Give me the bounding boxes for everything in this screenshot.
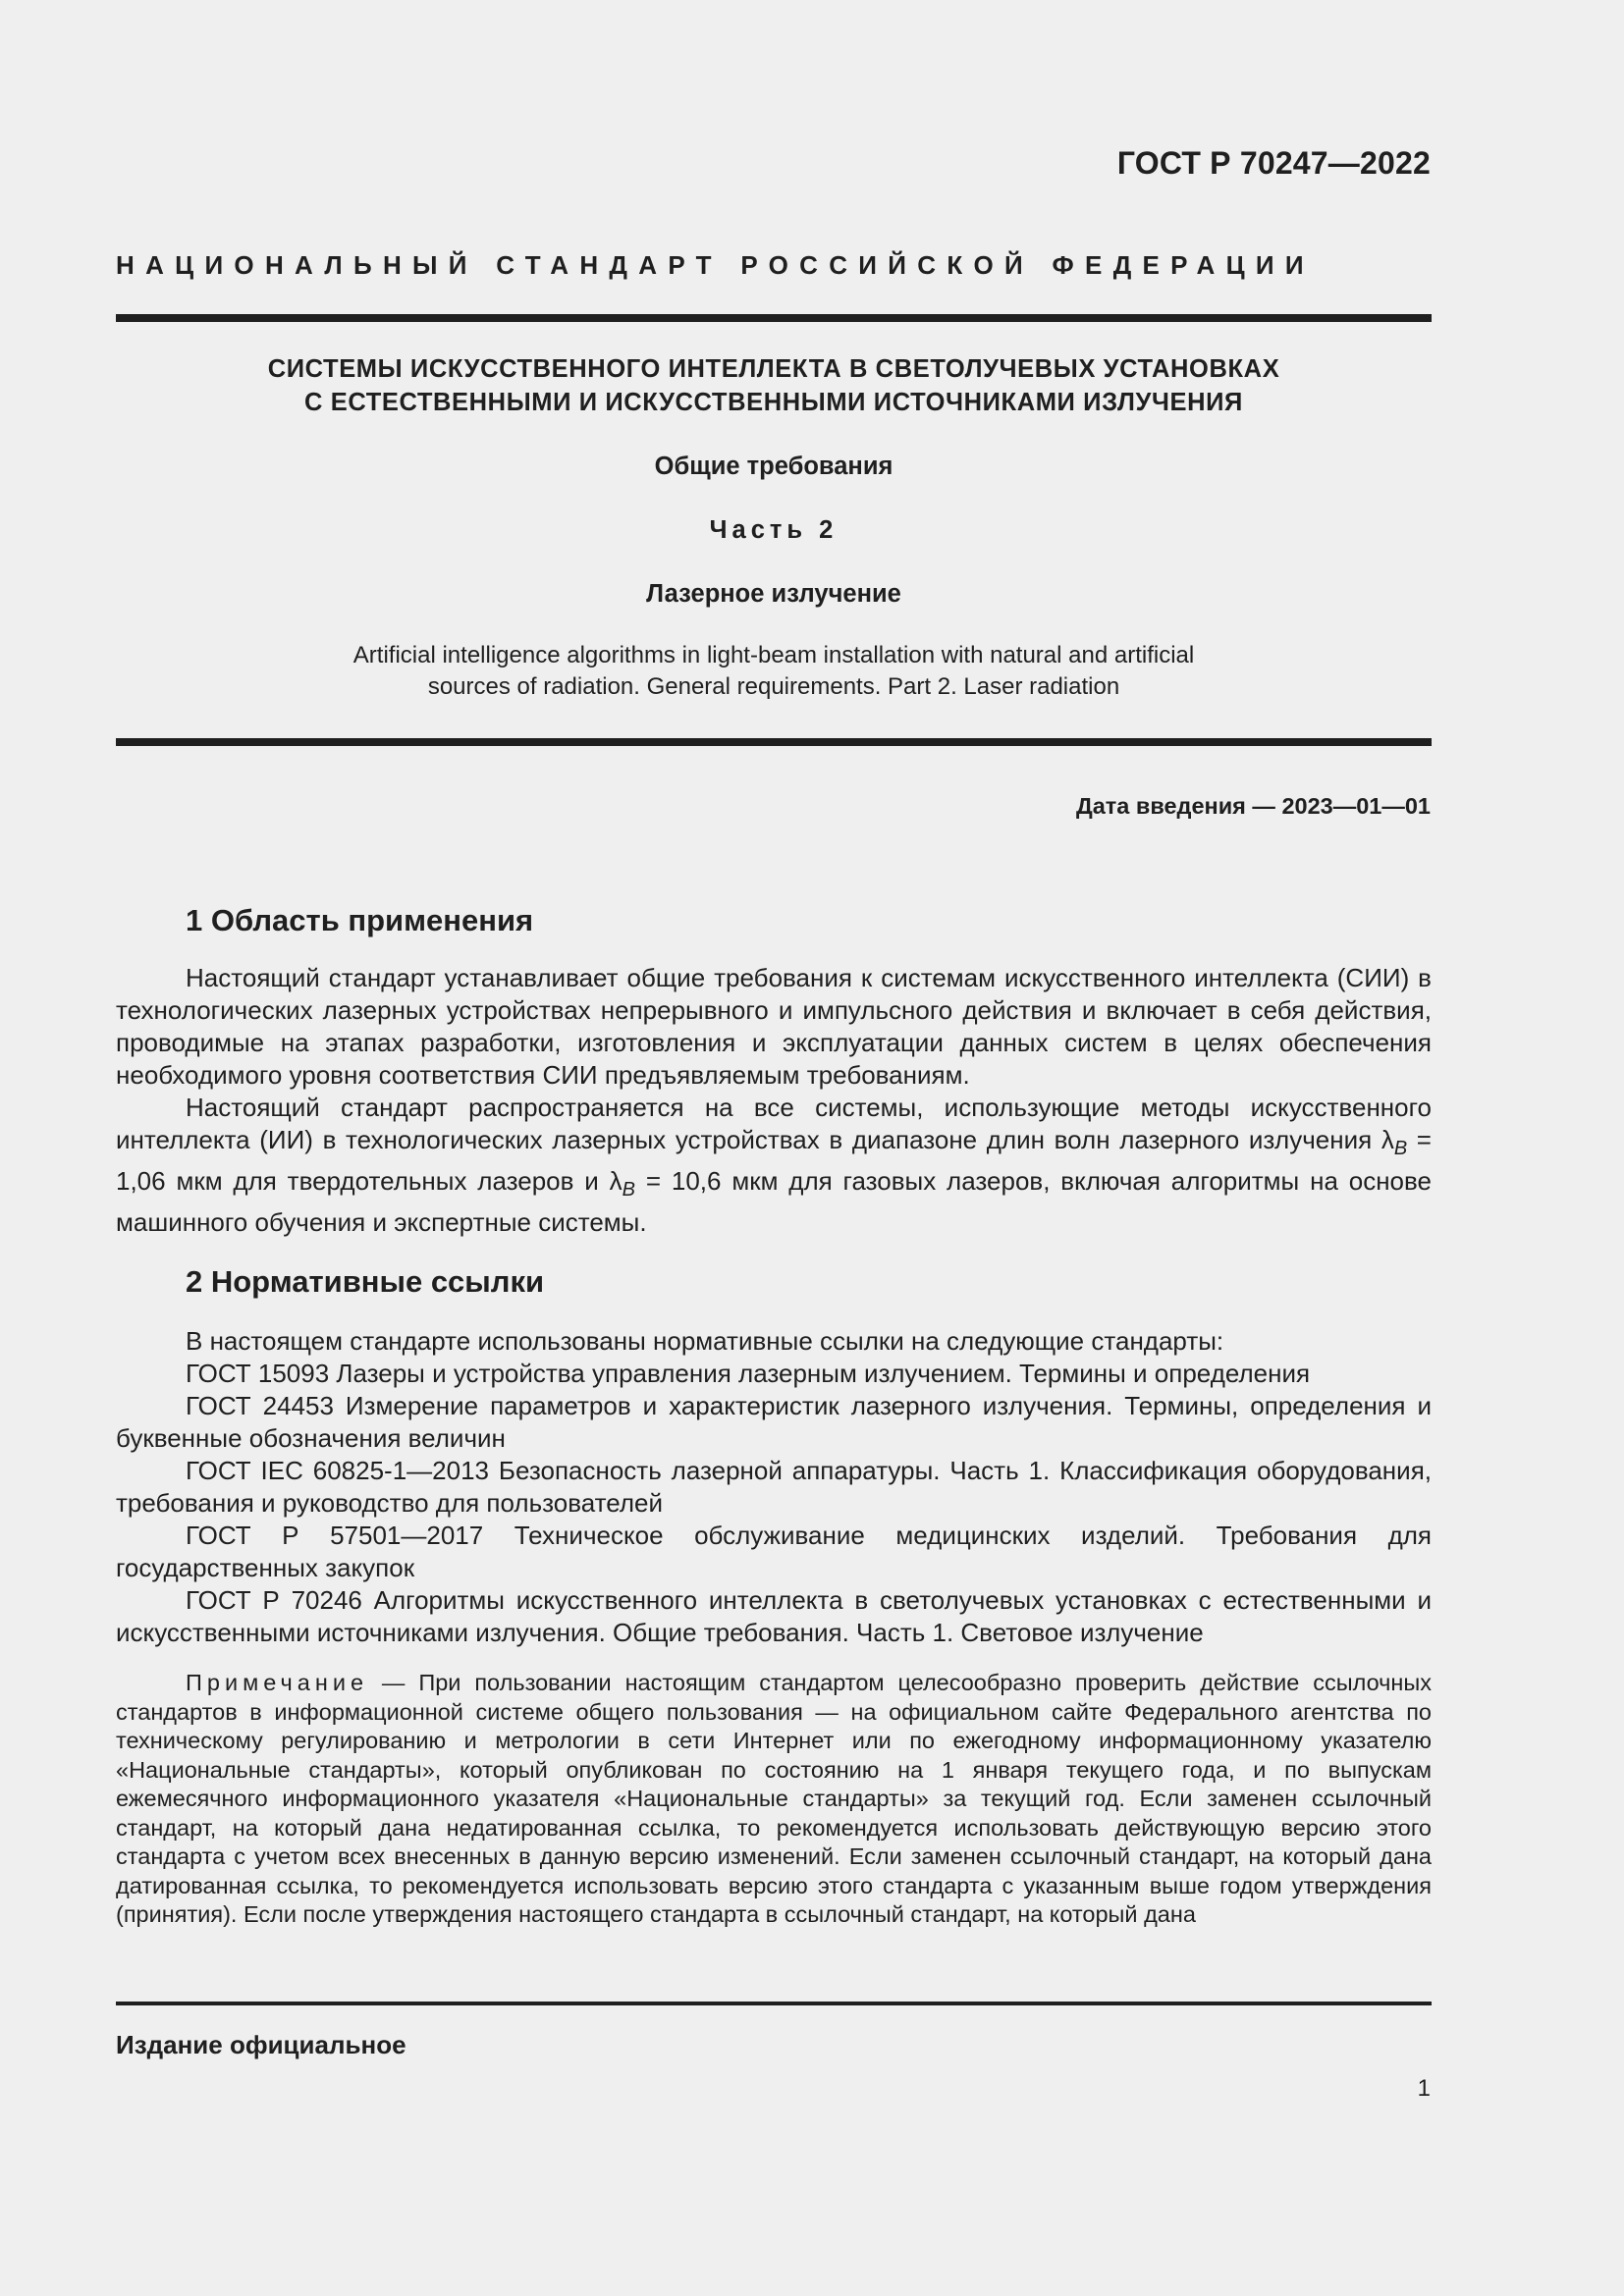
section-1-heading: 1 Область применения [186,903,534,937]
reference-item: ГОСТ 24453 Измерение параметров и характеристик лазерного излучения. Термины, определения и буквенные обозначения величин [116,1391,1432,1453]
reference-item: ГОСТ 15093 Лазеры и устройства управления лазерным излучением. Термины и определения [186,1359,1311,1388]
references-note [116,1669,1432,1930]
official-edition-label: Издание официальное [116,2030,406,2059]
note-label: Примечание [186,1670,369,1695]
paragraph-text: Настоящий стандарт распространяется на все системы, использующие методы искусственного интеллекта (ИИ) в технологических лазерных устройствах в диапазоне длин волн лазерного излучения [116,1093,1432,1154]
lambda-subscript: B [1393,1138,1408,1159]
paragraph-text: = 10,6 мкм для газовых лазеров, включая алгоритмы на основе машинного обучения и экспертные системы. [116,1166,1432,1237]
header-divider [116,314,1432,322]
note-paragraph [116,1669,1432,1930]
english-title [116,640,1432,703]
reference-item: ГОСТ Р 57501—2017 Техническое обслуживание медицинских изделий. Требования для государственных закупок [116,1521,1432,1582]
part-number: Часть 2 [709,516,839,544]
document-subtitle: Общие требования [654,453,893,480]
title-line-1: СИСТЕМЫ ИСКУССТВЕННОГО ИНТЕЛЛЕКТА В СВЕТОЛУЧЕВЫХ УСТАНОВКАХ [267,355,1280,383]
introduction-date: Дата введения — 2023—01—01 [1075,793,1431,819]
footer-divider [116,2002,1432,2005]
section-2-body [116,1325,1432,1649]
english-title-line-1: Artificial intelligence algorithms in light-beam installation with natural and artificial [352,642,1195,668]
national-standard-header: НАЦИОНАЛЬНЫЙ СТАНДАРТ РОССИЙСКОЙ ФЕДЕРАЦИИ [116,250,1315,280]
title-divider [116,738,1432,746]
section-2-heading: 2 Нормативные ссылки [186,1264,545,1299]
page-number: 1 [1417,2075,1431,2102]
document-number: ГОСТ Р 70247—2022 [1116,145,1431,181]
part-title: Лазерное излучение [646,580,901,608]
lambda-subscript: B [622,1179,636,1201]
english-title-line-2: sources of radiation. General requirements. Part 2. Laser radiation [427,673,1120,700]
title-line-2: С ЕСТЕСТВЕННЫМИ И ИСКУССТВЕННЫМИ ИСТОЧНИКАМИ ИЗЛУЧЕНИЯ [304,389,1243,416]
references-intro: В настоящем стандарте использованы нормативные ссылки на следующие стандарты: [186,1326,1224,1356]
section-1-paragraph-2 [116,1092,1432,1239]
reference-item: ГОСТ Р 70246 Алгоритмы искусственного интеллекта в светолучевых установках с естественными и искусственными источниками излучения. Общие требования. Часть 1. Световое излучение [116,1585,1432,1647]
document-title [116,352,1432,419]
lambda-symbol [1380,1125,1408,1159]
section-1-paragraph-1: Настоящий стандарт устанавливает общие требования к системам искусственного интеллекта (СИИ) в технологических лазерных устройствах непрерывного и импульсного действия и включает в себя действия, проводимые на этапах разработки, изготовления и эксплуатации данных систем в целях обеспечения необходимого уровня соответствия СИИ предъявляемым требованиям. [116,963,1432,1090]
reference-item: ГОСТ IEC 60825-1—2013 Безопасность лазерной аппаратуры. Часть 1. Классификация оборудования, требования и руководство для пользователей [116,1456,1432,1518]
note-text: — При пользовании настоящим стандартом целесообразно проверить действие ссылочных стандартов в информационной системе общего пользования — на официальном сайте Федерального агентства по техническому регулированию и метрологии в сети Интернет или по ежегодному информационному указателю «Национальные стандарты», который опубликован по состоянию на 1 января текущего года, и по выпускам ежемесячного информационного указателя «Национальные стандарты» за текущий год. Если заменен ссылочный стандарт, на который дана недатированная ссылка, то рекомендуется использовать действующую версию этого стандарта с учетом всех внесенных в данную версию изменений. Если заменен ссылочный стандарт, на который дана датированная ссылка, то рекомендуется использовать версию этого стандарта с указанным выше годом утверждения (принятия). Если после утверждения настоящего стандарта в ссылочный стандарт, на который дана [116,1670,1432,1927]
paragraph-text: = 1,06 мкм для твердотельных лазеров и [116,1125,1432,1196]
section-1-body [116,962,1432,1239]
lambda-symbol [609,1166,636,1201]
lambda-char: λ [609,1166,623,1196]
lambda-char: λ [1380,1125,1394,1154]
